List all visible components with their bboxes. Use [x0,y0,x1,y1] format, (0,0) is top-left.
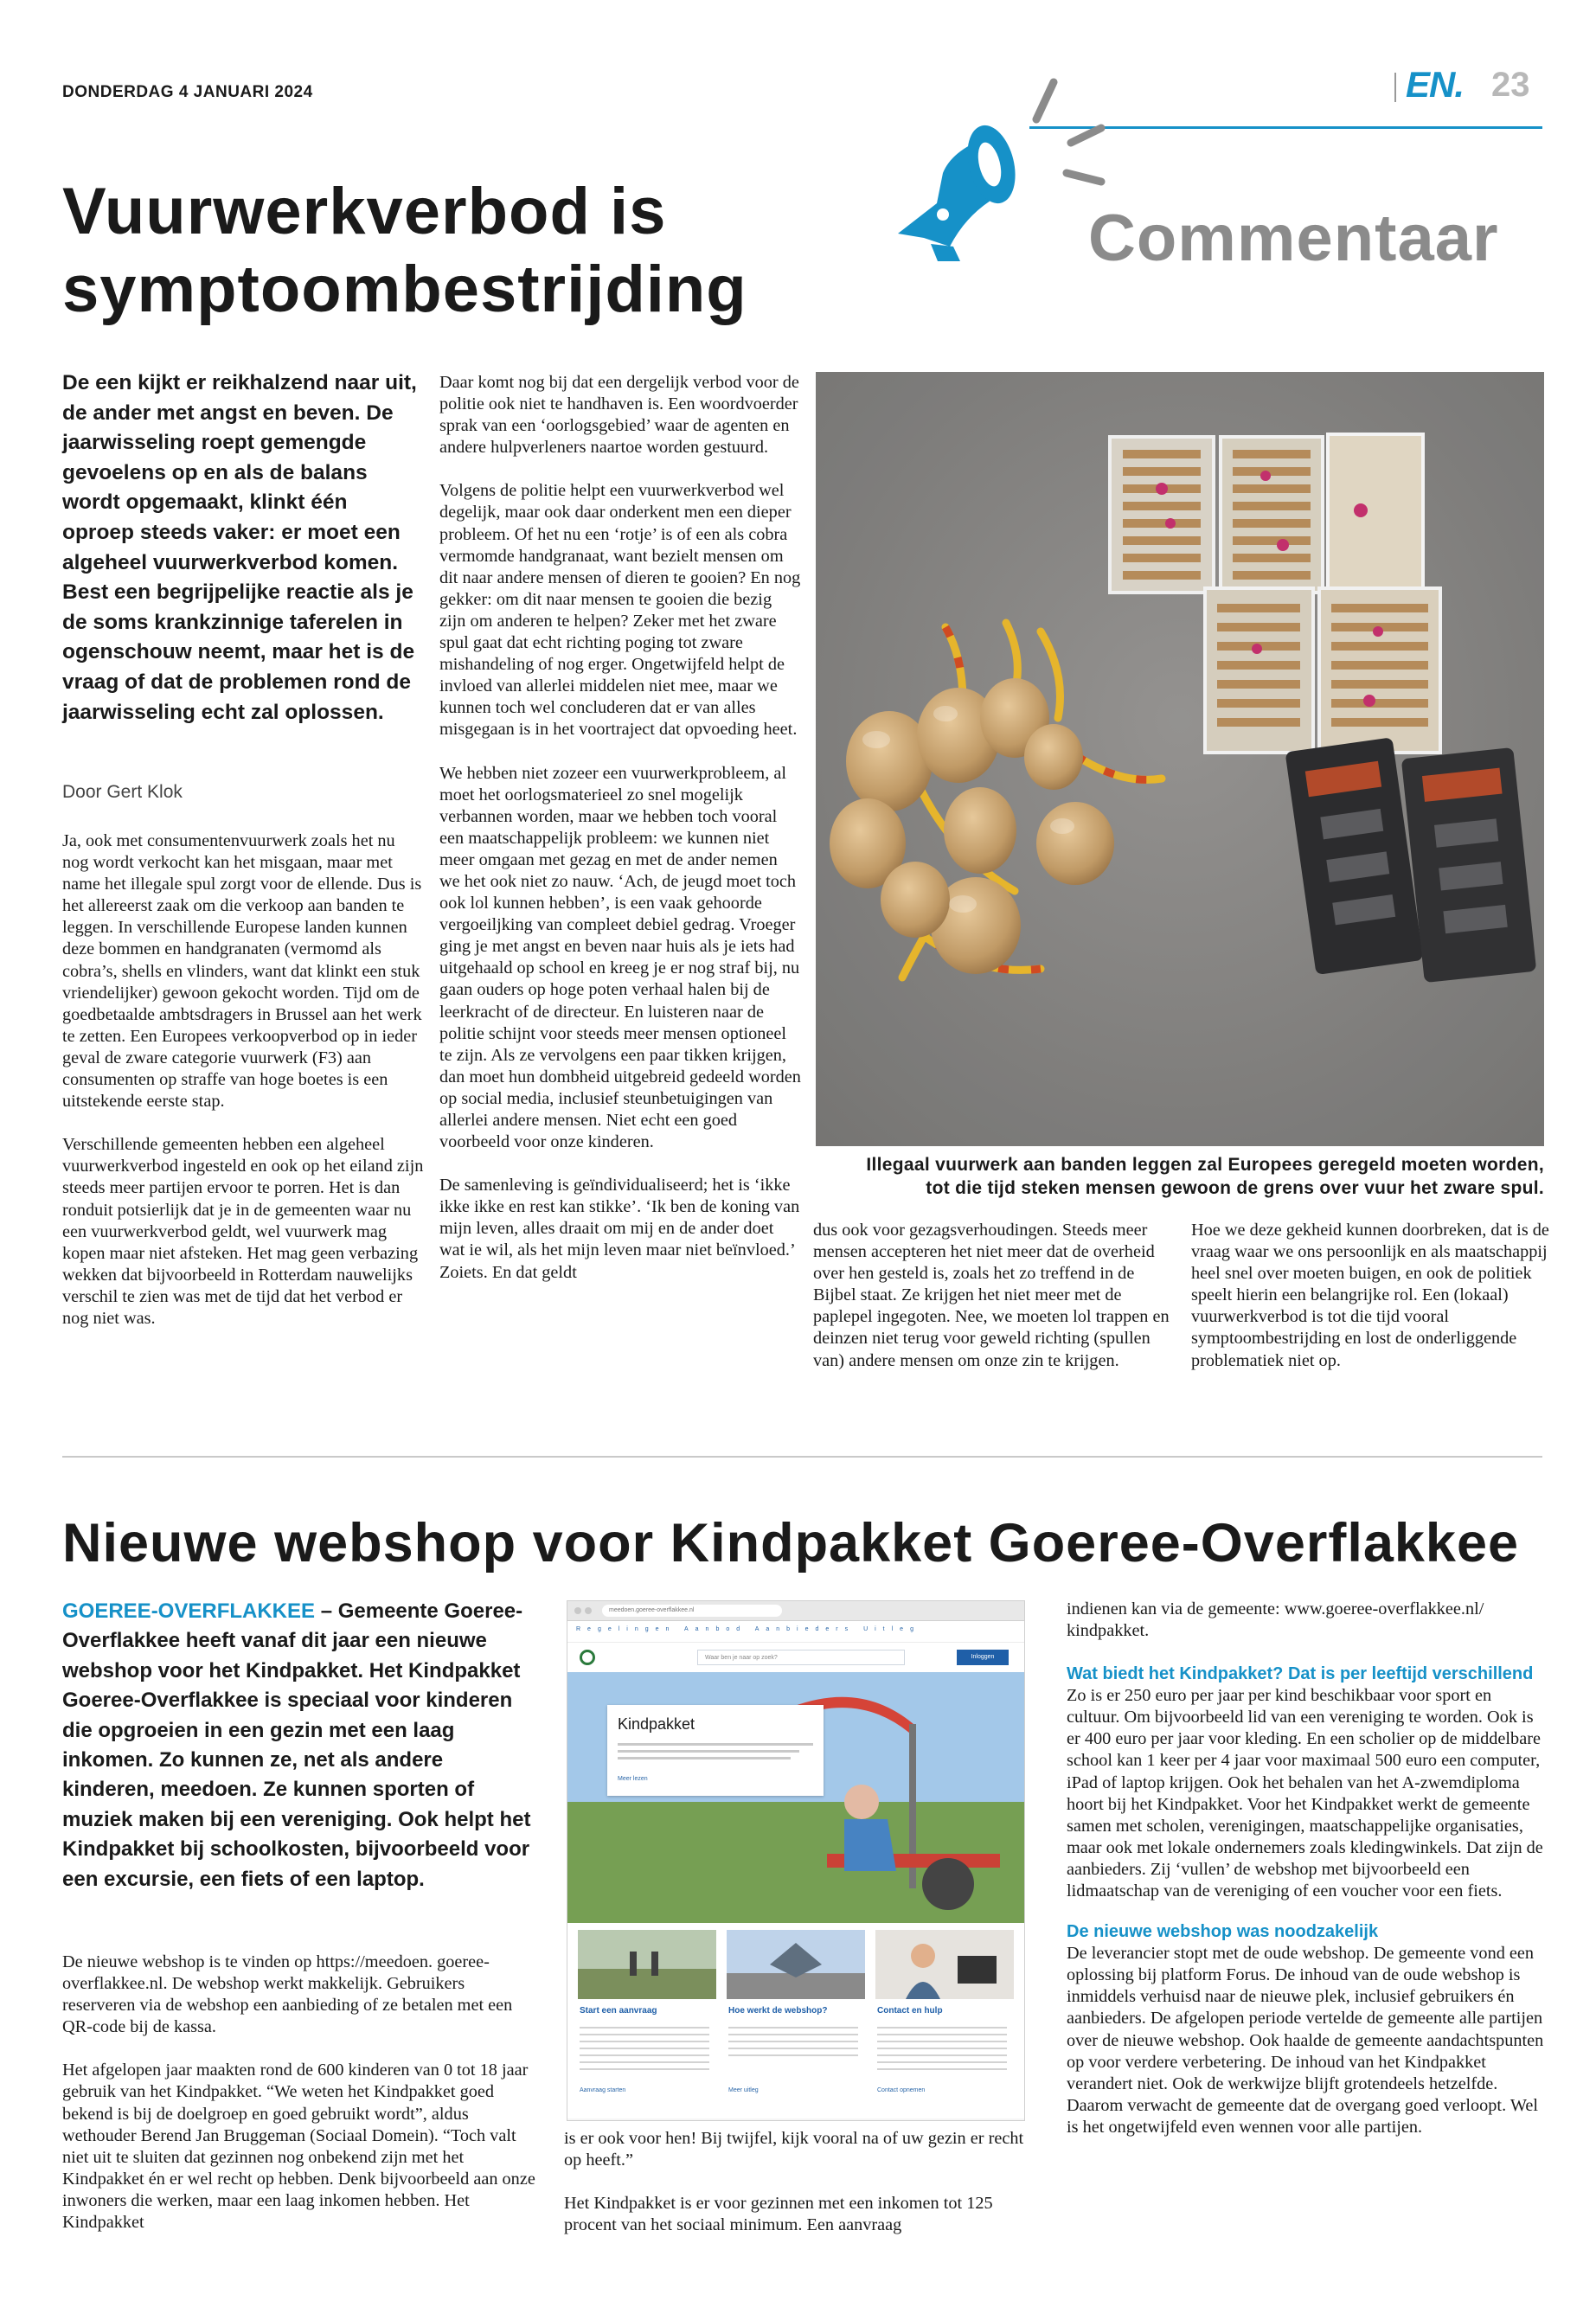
paragraph: Het Kindpakket is er voor gezinnen met een inkomen tot 125 procent van het sociaal minimum. Een aanvraag [564,2194,993,2235]
nav-item[interactable]: Regelingen [576,1626,676,1632]
search-input[interactable]: Waar ben je naar op zoek? [697,1650,905,1665]
paragraph: Het afgelopen jaar maakten rond de 600 kinderen van 0 tot 18 jaar gebruik van het Kindpakket. “We weten het Kindpakket goed bekend is bij de doelgroep en goed gebruikt wordt”, aldus wethouder Berend Jan Bruggeman (Sociaal Domein). “Toch valt niet uit te sluiten dat gezinnen nog onbekend zijn met het Kindpakket én er wel recht op hebben. Denk bijvoorbeeld aan onze inwoners die werken, maar een laag inkomen hebben. Het Kindpakket [62,2061,535,2233]
article2-column-2 [564,2128,1027,2236]
paragraph: We hebben niet zozeer een vuurwerkprobleem, al moet het oorlogsmaterieel zo snel mogelijk verbannen worden, maar we hebben toch vooral een maatschappelijk probleem: we kunnen niet meer omgaan met gezag en met de ander nemen we het ook niet zo nauw. ‘Ach, de jeugd moet toch ook lol kunnen hebben’, is een vaak gehoorde vergoeiljking van compleet debiel gedrag. Vroeger ging je met angst en beven naar huis als je iets had uitgehaald op school en kreeg je er nog straf bij, nu gaan ouders op hoge poten verhaal halen bij de leerkracht of de directeur. En luisteren naar de politie schijnt voor steeds meer mensen optioneel te zijn. Als ze vervolgens een paar tikken krijgen, dan moet hun dombheid uitgebreid gedeeld worden op social media, inclusief steunbetuigingen van allerlei andere mensen. Niet echt een goed voorbeeld voor onze kinderen. [439,763,801,1152]
window-dot-icon [574,1607,581,1614]
paragraph: is er ook voor hen! Bij twijfel, kijk vooral na of uw gezin er recht op heeft.” [564,2129,1024,2170]
subheading: Wat biedt het Kindpakket? Dat is per leeftijd verschillend [1067,1664,1534,1684]
byline: Door Gert Klok [62,782,183,802]
article-column-3 [813,1220,1175,1372]
lead-text: – Gemeente Goeree-Overflakkee heeft vanaf dit jaar een nieuwe webshop voor het Kindpakket. Het Kindpakket Goeree-Overflakkee is speciaal voor kinderen die opgroeien in een gezin met een laag inkomen. Zo kunnen ze, net als andere kinderen, meedoen. Ze kunnen sporten of muziek maken bij een vereniging. Ook helpt het Kindpakket bij schoolkosten, bijvoorbeeld voor een excursie, een fiets of een laptop. [62,1599,531,1891]
article-column-1 [62,830,424,1330]
paragraph: Hoe we deze gekheid kunnen doorbreken, dat is de vraag waar we ons persoonlijk en als maatschappij heel snel over moeten buigen, en ook de politiek speelt hierin een belangrijke rol. Een (lokaal) vuurwerkverbod is tot die tijd vooral symptoombestrijding en lost de onderliggende problematiek niet op. [1191,1221,1549,1370]
municipality-logo-icon [580,1650,595,1665]
article-separator [62,1456,1542,1458]
nav-item[interactable]: Aanbieders [754,1626,856,1632]
headline-line-2: symptoombestrijding [62,253,747,326]
article-column-4 [1191,1220,1553,1372]
card-image [875,1930,1014,1999]
caption-line-2: tot die tijd steken mensen gewoon de grens over vuur het zware spul. [926,1178,1544,1198]
article-lead: De een kijkt er reikhalzend naar uit, de ander met angst en beven. De jaarwisseling roept gemengde gevoelens op en als de balans wordt opgemaakt, klinkt één oproep steeds vaker: er moet een algeheel vuurwerkverbod komen. Best een begrijpelijke reactie als je de soms krankzinnige taferelen in ogenschouw neemt, maar het is de vraag of dat de problemen rond de jaarwisseling echt zal oplossen. [62,371,417,724]
hero-title: Kindpakket [618,1715,695,1733]
webshop-screenshot [567,1600,1025,2121]
window-dot-icon [585,1607,592,1614]
card-title: Contact en hulp [877,2006,943,2016]
article-column-2 [439,372,801,1284]
card-image [727,1930,865,1999]
paragraph: indienen kan via de gemeente: www.goeree-overflakkee.nl/ kindpakket. [1067,1599,1484,1641]
subheading-paragraph [1067,1663,1544,1902]
hero-link[interactable]: Meer lezen [618,1776,648,1782]
paragraph: De nieuwe webshop is te vinden op https://meedoen. goeree-overflakkee.nl. De webshop werkt makkelijk. Gebruikers reserveren via de webshop een aanbieding of ze betalen met een QR-code bij de kassa. [62,1952,513,2037]
paragraph: De leverancier stopt met de oude webshop. De gemeente vond een oplossing bij platform Forus. De inhoud van de oude webshop is inmiddels verhuisd naar de nieuwe plek, inclusief gebruikers én aanbieders. De afgelopen periode vertelde de gemeente alle partijen over de nieuwe webshop. Ook haalde de gemeente aandachtspunten op voor verdere verbetering. De inhoud van het Kindpakket verandert niet. Ook de werkwijze blijft grotendeels hetzelfde. Daarom verwacht de gemeente dat de overgang goed verloopt. Wel is het ongetwijfeld even wennen voor alle partijen. [1067,1944,1544,2137]
login-button[interactable]: Inloggen [957,1650,1009,1665]
section-title: Commentaar [1088,202,1499,275]
issue-date: DONDERDAG 4 JANUARI 2024 [62,83,313,101]
card-image [578,1930,716,1999]
hero-card [607,1705,824,1796]
paragraph: Ja, ook met consumentenvuurwerk zoals het nu nog wordt verkocht kan het misgaan, maar met name het illegale spul zorgt voor de ellende. Dus is het allereerst zaak om die verkoop aan banden te leggen. In verschillende Europese landen kunnen deze bommen en handgranaten (vermomd als cobra’s, shells en vlinders, want dat klinkt een stuk vriendelijker) gewoon gekocht worden. Tijd om de goedbetaalde ambtsdragers in Brussel aan het werk te zetten. Een Europees verkoopverbod op in ieder geval de zware categorie vuurwerk (F3) aan consumenten op straffe van hoge boetes is een uitstekende eerste stap. [62,831,422,1112]
info-cards [567,1923,1024,2118]
dateline: GOEREE-OVERFLAKKEE [62,1599,316,1623]
subheading-paragraph [1067,1921,1544,2138]
article2-headline: Nieuwe webshop voor Kindpakket Goeree-Overflakkee [62,1513,1520,1574]
card-link[interactable]: Aanvraag starten [580,2087,626,2093]
browser-bar [567,1601,1024,1621]
brand-logo: EN. [1406,64,1465,105]
header-separator [1394,73,1396,102]
nav-item[interactable]: Uitleg [863,1626,920,1632]
card-title: Hoe werkt de webshop? [728,2006,828,2016]
page-number: 23 [1491,66,1530,104]
paragraph: Zo is er 250 euro per jaar per kind beschikbaar voor sport en cultuur. Om bijvoorbeeld lid van een vereniging te worden. Ook is er 400 euro per jaar voor kleding. En een scholier op de middelbare school kan 1 keer per 4 jaar voor maximaal 500 euro een computer, iPad of laptop krijgen. Ook het behalen van het A-zwemdiploma hoort bij het Kindpakket. Voor het Kindpakket werkt de gemeente samen met scholen, verenigingen, maatschappelijke organisaties, maar ook met lokale ondernemers zoals kledingwinkels. Dat zijn de aanbieders. Zij ‘vullen’ de webshop met bijvoorbeeld een lidmaatschap van de vereniging of een voucher voor een fiets. [1067,1686,1543,1901]
paragraph: Daar komt nog bij dat een dergelijk verbod voor de politie ook niet te handhaven is. Een woordvoerder sprak van een ‘oorlogsgebied’ waar de agenten en andere hulpverleners naartoe worden gestuurd. [439,373,799,458]
card-title: Start een aanvraag [580,2006,657,2016]
article2-column-3 [1067,1599,1544,2138]
nav-item[interactable]: Aanbod [683,1626,747,1632]
site-header [567,1643,1024,1672]
card-link[interactable]: Contact opnemen [877,2087,926,2093]
paragraph: dus ook voor gezagsverhoudingen. Steeds meer mensen accepteren het niet meer dat de overheid over hen gesteld is, zoals het zo treffend in de Bijbel staat. Ze krijgen het niet meer met de paplepel ingegoten. Nee, we moeten lol trappen en deinzen niet terug voor geweld richting (spullen van) andere mensen om onze zin te krijgen. [813,1221,1170,1370]
address-bar[interactable]: meedoen.goeree-overflakkee.nl [602,1605,782,1617]
article2-column-1 [62,1952,538,2234]
caption-line-1: Illegaal vuurwerk aan banden leggen zal Europees geregeld moeten worden, [866,1155,1544,1175]
fireworks-photo [816,372,1544,1146]
paragraph: De samenleving is geïndividualiseerd; het is ‘ikke ikke ikke en rest kan stikke’. ‘Ik ben de koning van mijn leven, alles draait om mij en de ander doet wat ie wil, als het mijn leven maar niet beïnvloed.’ Zoiets. En dat geldt [439,1176,800,1282]
paragraph: Volgens de politie helpt een vuurwerkverbod wel degelijk, maar ook daar onderkent men een dieper probleem. Of het nu een ‘rotje’ is of een als cobra vermomde handgranaat, want bezielt mensen om dit naar andere mensen of dieren te gooien? En nog gekker: om dit naar mensen te gooien die bezig zijn om anderen te helpen? Zeker met het zware spul gaat dat echt richting poging tot zware mishandeling of nog erger. Ongetwijfeld helpt de invloed van allerlei middelen niet mee, maar we kunnen toch wel concluderen dat er van alles misgegaan is in het voortraject dat opvoeding heet. [439,481,801,740]
subheading: De nieuwe webshop was noodzakelijk [1067,1922,1379,1942]
card-link[interactable]: Meer uitleg [728,2087,759,2093]
headline-line-1: Vuurwerkverbod is [62,175,667,248]
photo-caption [816,1153,1544,1200]
paragraph: Verschillende gemeenten hebben een algeheel vuurwerkverbod ingesteld en ook op het eiland zijn steeds meer partijen ervoor te porren. Het is dan ronduit potsierlijk dat je in de gemeenten waar nu een vuurwerkverbod geldt, wel vuurwerk mag kopen maar niet afsteken. Het mag geen verbazing wekken dat bijvoorbeeld in Rotterdam nauwelijks verschil te zien was met de tijd dat het verbod er nog niet was. [62,1135,424,1328]
site-nav [567,1621,1024,1643]
article2-lead [62,1597,535,1894]
article-headline [62,173,824,329]
